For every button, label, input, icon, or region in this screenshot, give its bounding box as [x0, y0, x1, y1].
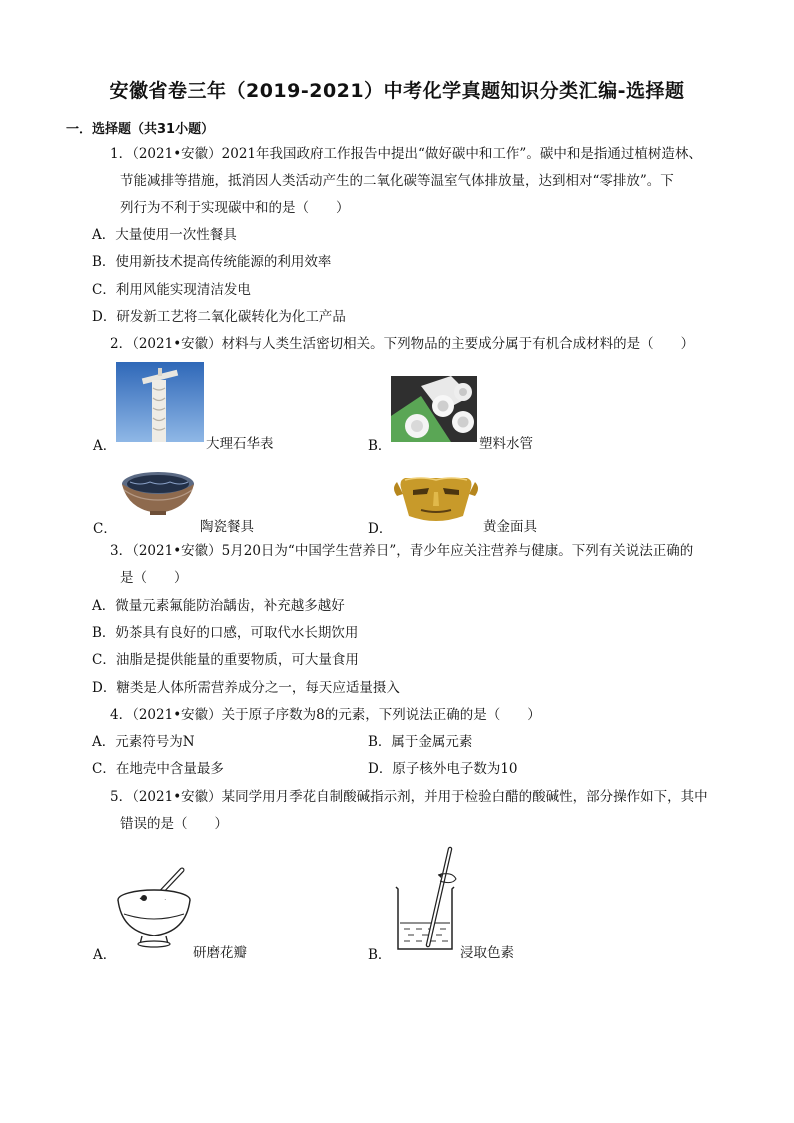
q4-stem-line1: 4．（2021•安徽）关于原子序数为8的元素，下列说法正确的是（ ）	[110, 707, 541, 723]
q1-option-d: D．研发新工艺将二氧化碳转化为化工产品	[92, 309, 346, 325]
q1-stem-line3: 列行为不利于实现碳中和的是（ ）	[120, 200, 350, 216]
q2-stem-line1: 2．（2021•安徽）材料与人类生活密切相关。下列物品的主要成分属于有机合成材料的是（ ）	[110, 336, 695, 352]
mortar-pestle-image	[114, 862, 196, 952]
section-heading: 一．选择题（共31小题）	[66, 122, 215, 137]
q3-stem-line2: 是（ ）	[120, 570, 188, 586]
q5-option-a-letter: A．	[93, 947, 117, 963]
plastic-pipes-image	[391, 376, 477, 442]
q3-option-d: D．糖类是人体所需营养成分之一，每天应适量摄入	[92, 680, 400, 696]
q3-option-b: B．奶茶具有良好的口感，可取代水长期饮用	[92, 625, 359, 641]
q1-option-b: B．使用新技术提高传统能源的利用效率	[92, 254, 332, 270]
q4-option-b: B．属于金属元素	[368, 734, 473, 750]
q4-option-c: C．在地壳中含量最多	[92, 761, 224, 777]
q2-option-d-label: 黄金面具	[483, 519, 537, 535]
q2-option-a-label: 大理石华表	[206, 436, 274, 452]
beaker-stirring-image	[392, 845, 462, 953]
q1-stem-line2: 节能减排等措施，抵消因人类活动产生的二氧化碳等温室气体排放量，达到相对“零排放”。下	[120, 173, 674, 189]
ceramic-bowl-image	[118, 466, 198, 522]
q4-option-a: A．元素符号为N	[92, 734, 195, 750]
q3-option-a: A．微量元素氟能防治龋齿，补充越多越好	[92, 598, 345, 614]
q5-stem-line1: 5．（2021•安徽）某同学用月季花自制酸碱指示剂，并用于检验白醋的酸碱性，部分操作如下，其中	[110, 789, 708, 805]
q2-option-c-letter: C．	[93, 521, 117, 537]
gold-mask-image	[391, 466, 481, 524]
q4-option-d: D．原子核外电子数为10	[368, 761, 518, 777]
q2-option-b-letter: B．	[368, 438, 392, 454]
marble-column-image	[116, 362, 204, 442]
q5-stem-line2: 错误的是（ ）	[120, 816, 228, 832]
q2-option-b-label: 塑料水管	[479, 436, 533, 452]
q2-option-d-letter: D．	[368, 521, 393, 537]
q5-option-b-letter: B．	[368, 947, 392, 963]
q3-stem-line1: 3．（2021•安徽）5月20日为“中国学生营养日”，青少年应关注营养与健康。下列有关说法正确的	[110, 543, 694, 559]
q5-option-b-label: 浸取色素	[460, 945, 514, 961]
q1-option-a: A．大量使用一次性餐具	[92, 227, 237, 243]
q3-option-c: C．油脂是提供能量的重要物质，可大量食用	[92, 652, 359, 668]
q2-option-c-label: 陶瓷餐具	[200, 519, 254, 535]
q1-option-c: C．利用风能实现清洁发电	[92, 282, 251, 298]
q1-stem-line1: 1．（2021•安徽）2021年我国政府工作报告中提出“做好碳中和工作”。碳中和是指通过植树造林、	[110, 146, 702, 162]
q5-option-a-label: 研磨花瓣	[193, 945, 247, 961]
page-title: 安徽省卷三年（2019-2021）中考化学真题知识分类汇编-选择题	[109, 80, 685, 102]
q2-option-a-letter: A．	[93, 438, 117, 454]
